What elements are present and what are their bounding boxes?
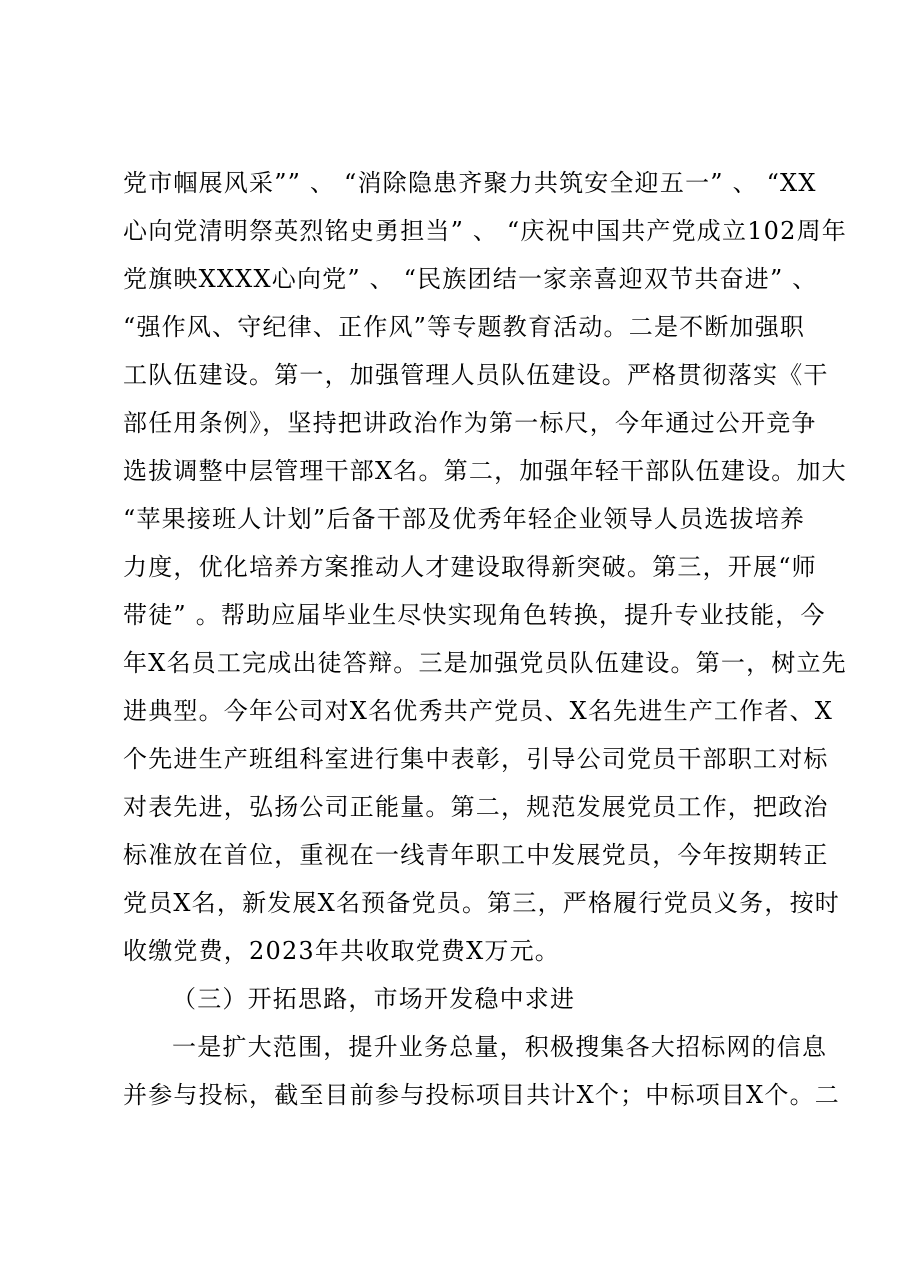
body-text-line: 党员X名，新发展X名预备党员。第三，严格履行党员义务，按时: [123, 889, 840, 917]
body-text-line: 心向党清明祭英烈铭史勇担当” 、 “庆祝中国共产党成立102周年: [123, 217, 848, 245]
body-text-line: 部任用条例》，坚持把讲政治作为第一标尺，今年通过公开竞争: [123, 409, 817, 437]
section-heading: （三）开拓思路，市场开发稳中求进: [172, 985, 576, 1013]
body-text-line: 带徒” 。帮助应届毕业生尽快实现角色转换，提升专业技能，今: [123, 601, 826, 629]
body-text-line: 并参与投标，截至目前参与投标项目共计X个；中标项目X个。二: [123, 1081, 840, 1109]
body-text-line: 个先进生产班组科室进行集中表彰，引导公司党员干部职工对标: [123, 745, 829, 773]
body-text-line: 收缴党费，2023年共收取党费X万元。: [123, 937, 560, 965]
body-text-line: “苹果接班人计划”后备干部及优秀年轻企业领导人员选拔培养: [123, 505, 806, 533]
body-text-line: 党旗映XXXX心向党” 、 “民族团结一家亲喜迎双节共奋进” 、: [123, 265, 818, 293]
body-text-line: 年X名员工完成出徒答辩。三是加强党员队伍建设。第一，树立先: [123, 649, 847, 677]
body-text-line: 力度，优化培养方案推动人才建设取得新突破。第三，开展“师: [123, 553, 817, 581]
body-text-line: “强作风、守纪律、正作风”等专题教育活动。二是不断加强职: [123, 313, 806, 341]
body-text-line: 标准放在首位，重视在一线青年职工中发展党员，今年按期转正: [123, 841, 829, 869]
body-text-line: 党市帼展风采”” 、 “消除隐患齐聚力共筑安全迎五一” 、 “XX: [123, 169, 817, 197]
body-text-line: 对表先进，弘扬公司正能量。第二，规范发展党员工作，把政治: [123, 793, 829, 821]
body-text-line: 一是扩大范围，提升业务总量，积极搜集各大招标网的信息: [172, 1033, 828, 1061]
body-text-line: 工队伍建设。第一，加强管理人员队伍建设。严格贯彻落实《干: [123, 361, 829, 389]
body-text-line: 选拔调整中层管理干部X名。第二，加强年轻干部队伍建设。加大: [123, 457, 847, 485]
body-text-line: 进典型。今年公司对X名优秀共产党员、X名先进生产工作者、X: [123, 697, 834, 725]
